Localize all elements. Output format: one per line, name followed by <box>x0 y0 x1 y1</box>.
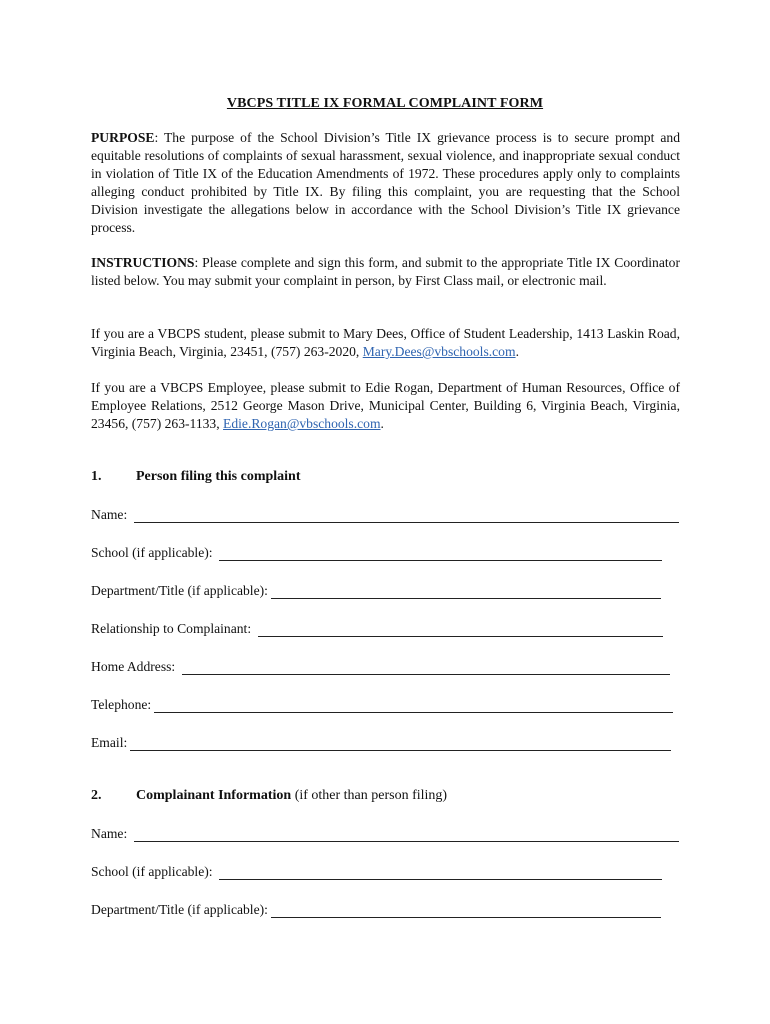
s1-relationship-field[interactable] <box>258 622 663 637</box>
s1-relationship-label: Relationship to Complainant: <box>91 621 255 636</box>
section2-title-text: Complainant Information <box>136 788 292 803</box>
s2-department-label: Department/Title (if applicable): <box>91 902 268 917</box>
s1-department-row <box>91 581 661 599</box>
s1-telephone-label: Telephone: <box>91 697 152 712</box>
purpose-text: : The purpose of the School Division’s Title IX grievance process is to secure prompt and equitable resolutions of complaints of sexual harassment, sexual violence, and inappropriate sexual conduct in violation of Title IX of the Education Amendments of 1972. These procedures apply only to complaints alleging conduct prohibited by Title IX. By filing this complaint, you are requesting that the School Division investigate the allegations below in accordance with the School Division’s Title IX grievance process. <box>91 130 680 235</box>
s1-address-label: Home Address: <box>91 659 179 674</box>
employee-contact-paragraph <box>91 379 680 433</box>
s1-name-label: Name: <box>91 507 131 522</box>
s1-telephone-field[interactable] <box>154 698 673 713</box>
s2-school-field[interactable] <box>219 865 662 880</box>
s1-address-field[interactable] <box>182 660 670 675</box>
s2-name-label: Name: <box>91 826 131 841</box>
s1-name-row <box>91 505 679 523</box>
s1-email-row <box>91 733 671 751</box>
s1-school-field[interactable] <box>219 546 662 561</box>
section2-number: 2. <box>91 788 102 803</box>
s2-school-label: School (if applicable): <box>91 864 216 879</box>
purpose-label: PURPOSE <box>91 130 155 145</box>
employee-contact-text: If you are a VBCPS Employee, please submit to Edie Rogan, Department of Human Resources, Office of Employee Relations, 2512 George Mason Drive, Municipal Center, Building 6, Virginia Beach, Virginia, 23456, (757) 263-1133, <box>91 380 680 431</box>
student-contact-paragraph <box>91 325 680 361</box>
instructions-text: : Please complete and sign this form, and submit to the appropriate Title IX Coordinator listed below. You may submit your complaint in person, by First Class mail, or electronic mail. <box>91 255 680 288</box>
section2-title <box>136 788 447 804</box>
employee-email-link[interactable]: Edie.Rogan@vbschools.com <box>223 416 381 431</box>
s1-name-field[interactable] <box>134 508 679 523</box>
section1-title-text: Person filing this complaint <box>136 469 301 484</box>
s2-name-field[interactable] <box>134 827 679 842</box>
s1-school-label: School (if applicable): <box>91 545 216 560</box>
s1-telephone-row <box>91 695 673 713</box>
s2-department-row <box>91 900 661 918</box>
s2-department-field[interactable] <box>271 903 661 918</box>
s1-email-field[interactable] <box>130 736 671 751</box>
student-contact-end: . <box>515 344 519 359</box>
s1-email-label: Email: <box>91 735 128 750</box>
section1-number: 1. <box>91 469 102 484</box>
employee-contact-end: . <box>380 416 384 431</box>
instructions-paragraph <box>91 254 680 290</box>
s1-school-row <box>91 543 662 561</box>
s2-school-row <box>91 862 662 880</box>
student-email-link[interactable]: Mary.Dees@vbschools.com <box>362 344 516 359</box>
purpose-paragraph <box>91 129 680 237</box>
s1-address-row <box>91 657 670 675</box>
student-contact-text: If you are a VBCPS student, please submit to Mary Dees, Office of Student Leadership, 1413 Laskin Road, Virginia Beach, Virginia, 23451, (757) 263-2020, <box>91 326 680 359</box>
s1-relationship-row <box>91 619 663 637</box>
s1-department-label: Department/Title (if applicable): <box>91 583 268 598</box>
s2-name-row <box>91 824 679 842</box>
s1-department-field[interactable] <box>271 584 661 599</box>
section2-subtitle: (if other than person filing) <box>291 788 448 803</box>
instructions-label: INSTRUCTIONS <box>91 255 195 270</box>
section1-title <box>136 469 301 485</box>
form-title: VBCPS TITLE IX FORMAL COMPLAINT FORM <box>226 96 544 111</box>
